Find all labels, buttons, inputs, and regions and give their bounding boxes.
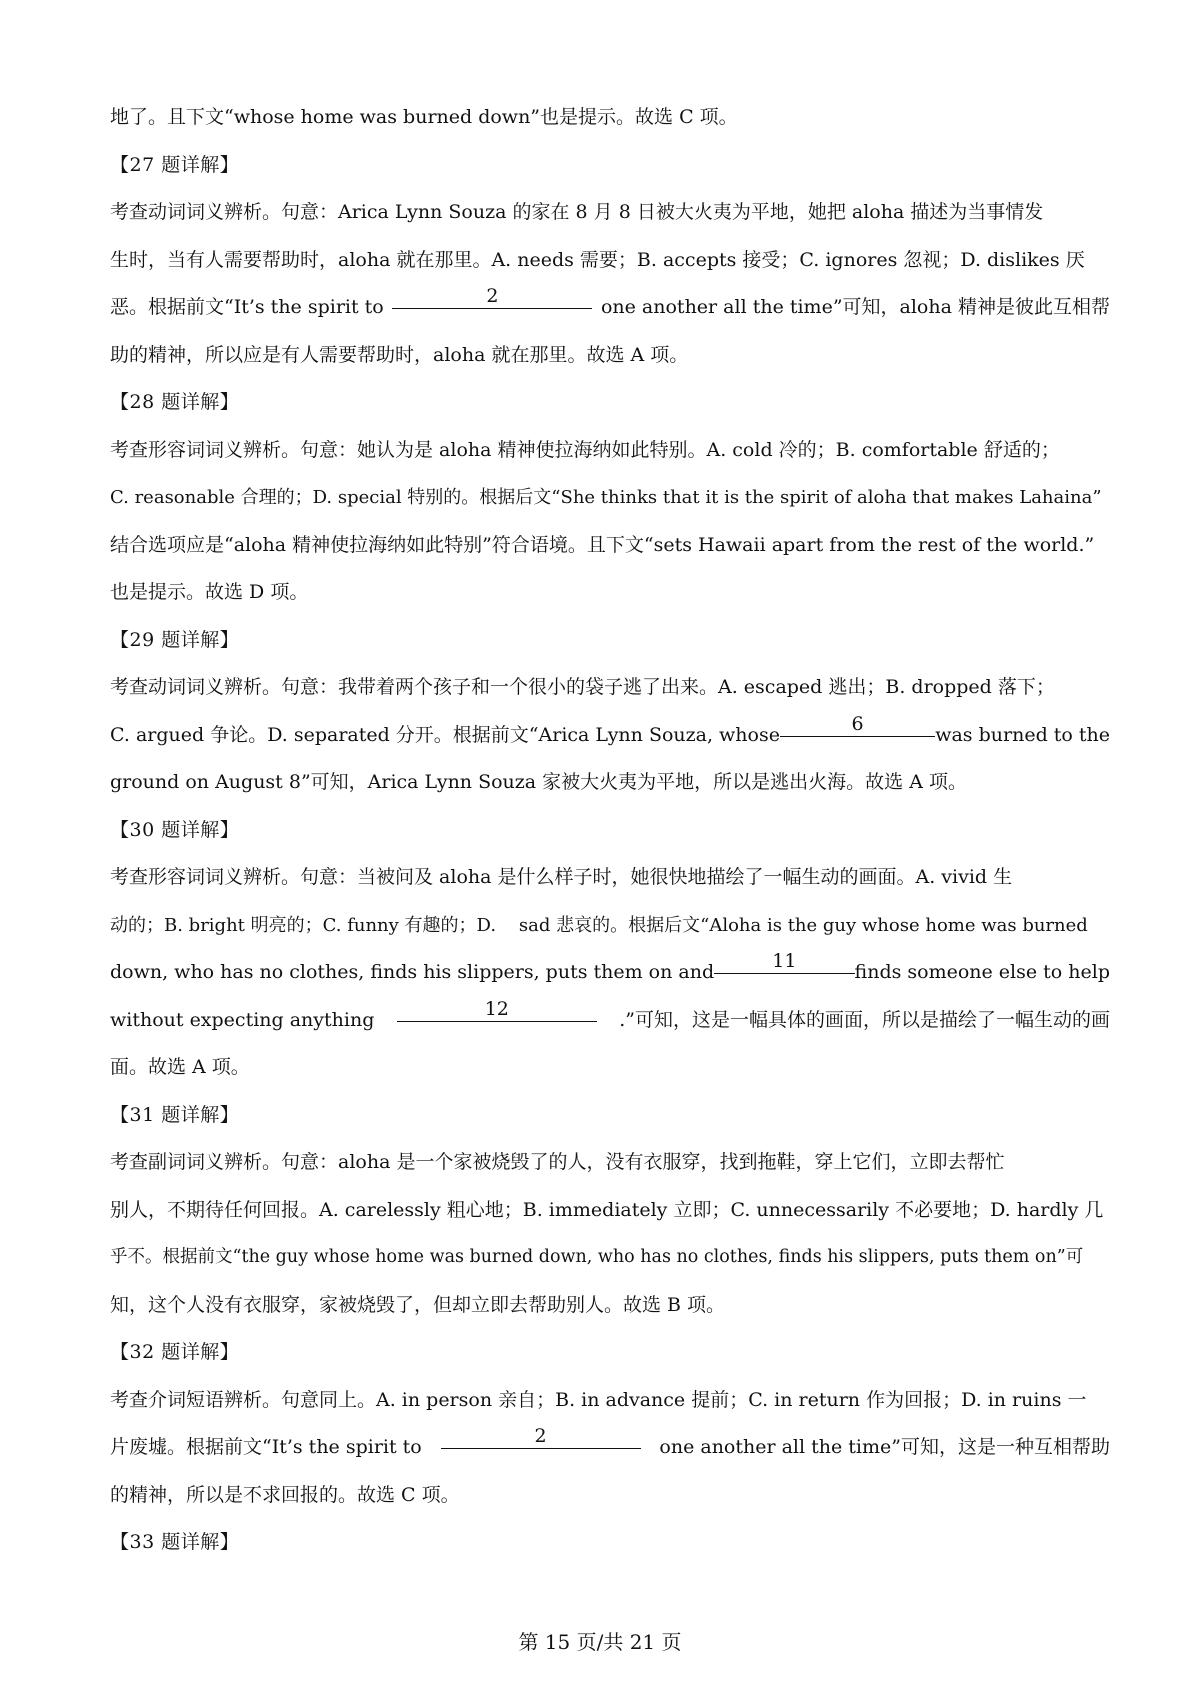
text-segment: 也是提示。故选 D 项。 [110, 581, 309, 603]
text-segment: 考查动词词义辨析。句意：我带着两个孩子和一个很小的袋子逃了出来。A. escaped 逃出；B. dropped 落下； [110, 676, 1055, 698]
text-line [110, 1139, 1110, 1187]
text-line [110, 997, 1110, 1045]
text-segment: 知，这个人没有衣服穿，家被烧毁了，但却立即去帮助别人。故选 B 项。 [110, 1293, 726, 1316]
text-segment: 结合选项应是“aloha 精神使拉海纳如此特别”符合语境。且下文“sets Hawaii apart from the rest of the world.” [110, 533, 1095, 556]
fill-in-blank: 6 [780, 712, 935, 737]
text-segment: 动的；B. bright 明亮的；C. funny 有趣的；D. sad 悲哀的。根据后文“Aloha is the guy whose home was burned [110, 914, 1088, 936]
text-segment: without expecting anything [110, 1008, 375, 1031]
text-line [110, 664, 1110, 712]
text-segment: 乎不。根据前文“the guy whose home was burned down, who has no clothes, finds his slippers, puts them on”可 [110, 1247, 1084, 1267]
text-line [110, 189, 1110, 237]
heading-text: 【29 题详解】 [110, 628, 240, 651]
text-segment: 面。故选 A 项。 [110, 1056, 250, 1078]
fill-in-blank: 2 [441, 1424, 641, 1449]
text-line [110, 1234, 1110, 1282]
text-line [110, 1044, 1110, 1092]
text-segment: 恶。根据前文“It’s the spirit to [110, 296, 384, 318]
text-segment: 助的精神，所以应是有人需要帮助时，aloha 就在那里。故选 A 项。 [110, 343, 689, 366]
text-segment: 别人，不期待任何回报。A. carelessly 粗心地；B. immediately 立即；C. unnecessarily 不必要地；D. hardly 几 [110, 1198, 1104, 1221]
text-line [110, 94, 1110, 142]
text-line [110, 949, 1110, 997]
question-heading [110, 1519, 1110, 1567]
text-line [110, 474, 1110, 522]
question-heading [110, 617, 1110, 665]
text-segment: 考查形容词词义辨析。句意：当被问及 aloha 是什么样子时，她很快地描绘了一幅生动的画面。A. vivid 生 [110, 866, 1013, 888]
text-line [110, 854, 1110, 902]
text-segment: 生时，当有人需要帮助时，aloha 就在那里。A. needs 需要；B. accepts 接受；C. ignores 忽视；D. dislikes 厌 [110, 248, 1085, 271]
text-segment: was burned to the [935, 723, 1110, 746]
text-segment: 考查介词短语辨析。句意同上。A. in person 亲自；B. in advance 提前；C. in return 作为回报；D. in ruins 一 [110, 1388, 1087, 1411]
text-line [110, 902, 1110, 950]
text-segment: C. reasonable 合理的；D. special 特别的。根据后文“She thinks that it is the spirit of aloha that makes Lahaina” [110, 487, 1102, 508]
text-line [110, 759, 1110, 807]
text-segment: .”可知，这是一幅具体的画面，所以是描绘了一幅生动的画 [619, 1008, 1110, 1031]
text-line [110, 332, 1110, 380]
heading-text: 【28 题详解】 [110, 391, 240, 413]
text-line [110, 569, 1110, 617]
text-line [110, 1472, 1110, 1520]
text-line [110, 427, 1110, 475]
text-line [110, 712, 1110, 760]
question-heading [110, 379, 1110, 427]
heading-text: 【27 题详解】 [110, 153, 240, 176]
text-segment: ground on August 8”可知，Arica Lynn Souza 家被大火夷为平地，所以是逃出火海。故选 A 项。 [110, 771, 967, 793]
text-segment: 地了。且下文“whose home was burned down”也是提示。故选 C 项。 [110, 106, 738, 128]
text-segment: 的精神，所以是不求回报的。故选 C 项。 [110, 1483, 460, 1506]
fill-in-blank: 2 [392, 284, 592, 309]
heading-text: 【31 题详解】 [110, 1103, 240, 1126]
text-segment: 考查副词词义辨析。句意：aloha 是一个家被烧毁了的人，没有衣服穿，找到拖鞋，穿上它们，立即去帮忙 [110, 1151, 1005, 1173]
fill-in-blank: 11 [714, 949, 854, 974]
text-line [110, 1282, 1110, 1330]
heading-text: 【33 题详解】 [110, 1531, 240, 1553]
page-body [110, 94, 1110, 1567]
text-line [110, 284, 1110, 332]
text-segment: C. argued 争论。D. separated 分开。根据前文“Arica Lynn Souza, whose [110, 723, 780, 746]
page-number-label: 第 15 页/共 21 页 [518, 1630, 682, 1654]
text-segment: one another all the time”可知，aloha 精神是彼此互相帮 [600, 296, 1110, 318]
text-segment: finds someone else to help [854, 961, 1110, 983]
text-line [110, 1187, 1110, 1235]
text-line [110, 1377, 1110, 1425]
question-heading [110, 807, 1110, 855]
text-line [110, 237, 1110, 285]
text-line [110, 522, 1110, 570]
text-segment: 片废墟。根据前文“It’s the spirit to [110, 1436, 422, 1458]
heading-text: 【32 题详解】 [110, 1341, 240, 1363]
text-segment: down, who has no clothes, finds his slippers, puts them on and [110, 961, 715, 983]
text-segment: 考查形容词词义辨析。句意：她认为是 aloha 精神使拉海纳如此特别。A. cold 冷的；B. comfortable 舒适的； [110, 438, 1060, 461]
text-segment: one another all the time”可知，这是一种互相帮助 [659, 1436, 1110, 1458]
question-heading [110, 142, 1110, 190]
fill-in-blank: 12 [397, 997, 597, 1022]
question-heading [110, 1329, 1110, 1377]
question-heading [110, 1092, 1110, 1140]
text-segment: 考查动词词义辨析。句意：Arica Lynn Souza 的家在 8 月 8 日被大火夷为平地，她把 aloha 描述为当事情发 [110, 201, 1044, 223]
page-footer [0, 1626, 1200, 1655]
heading-text: 【30 题详解】 [110, 818, 240, 841]
text-line [110, 1424, 1110, 1472]
